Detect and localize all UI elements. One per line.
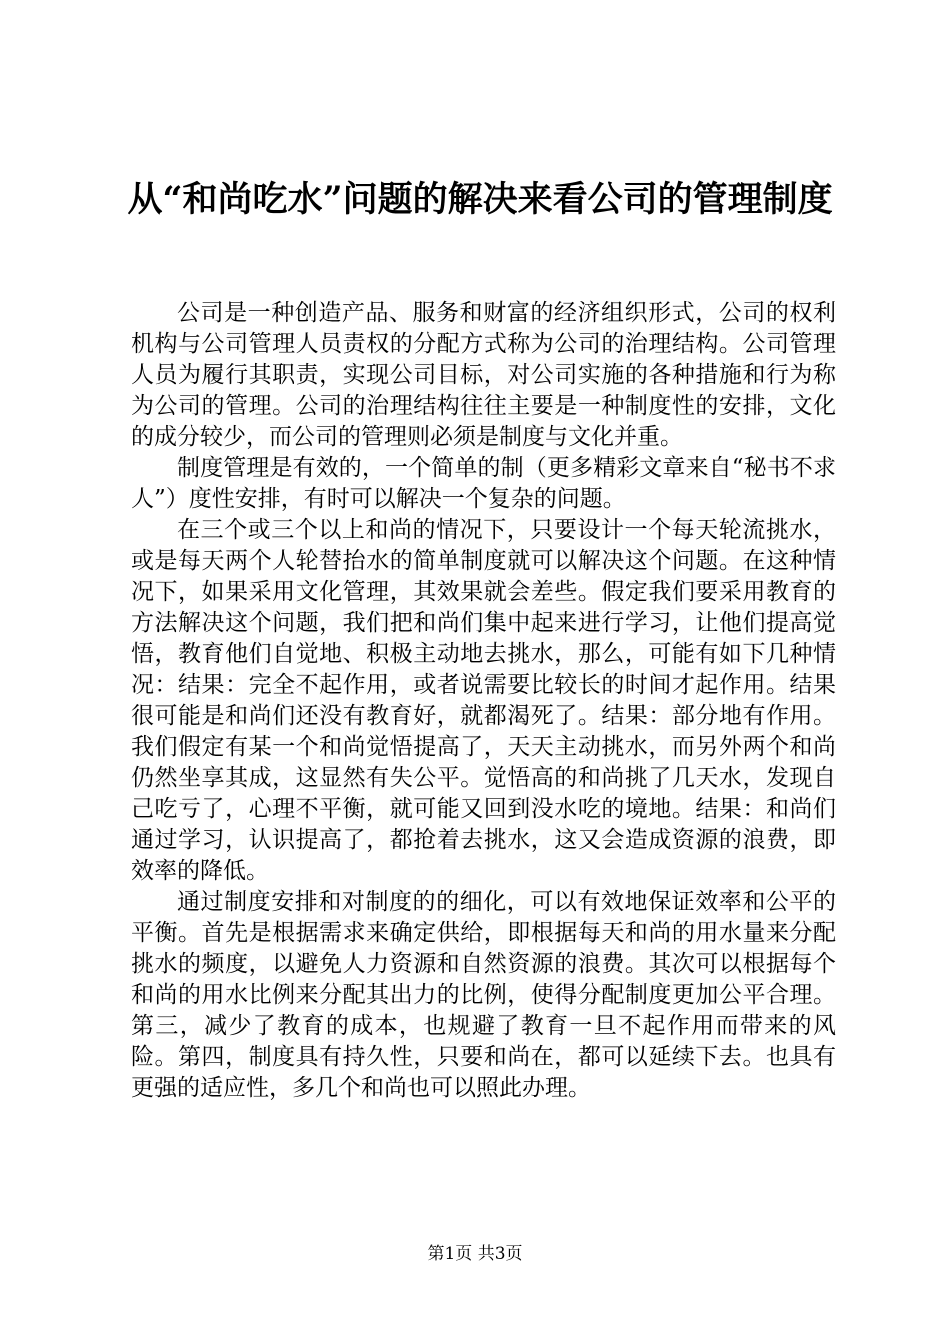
paragraph: 通过制度安排和对制度的的细化，可以有效地保证效率和公平的平衡。首先是根据需求来确定供给，即根据每天和尚的用水量来分配挑水的频度，以避免人力资源和自然资源的浪费。其次可以根据每个和尚的用水比例来分配其出力的比例，使得分配制度更加公平合理。第三，减少了教育的成本，也规避了教育一旦不起作用而带来的风险。第四，制度具有持久性，只要和尚在，都可以延续下去。也具有更强的适应性，多几个和尚也可以照此办理。 [131, 889, 836, 1101]
page-footer: 第1页 共3页 [427, 1244, 523, 1264]
paragraph: 制度管理是有效的，一个简单的制（更多精彩文章来自“秘书不求人”）度性安排，有时可以解决一个复杂的问题。 [131, 455, 836, 512]
document-title: 从“和尚吃水”问题的解决来看公司的管理制度 [127, 179, 833, 220]
paragraph: 公司是一种创造产品、服务和财富的经济组织形式，公司的权利机构与公司管理人员责权的分配方式称为公司的治理结构。公司管理人员为履行其职责，实现公司目标，对公司实施的各种措施和行为称为公司的管理。公司的治理结构往往主要是一种制度性的安排，文化的成分较少，而公司的管理则必须是制度与文化并重。 [131, 300, 836, 450]
document-body [131, 298, 836, 1104]
paragraph: 在三个或三个以上和尚的情况下，只要设计一个每天轮流挑水，或是每天两个人轮替抬水的简单制度就可以解决这个问题。在这种情况下，如果采用文化管理，其效果就会差些。假定我们要采用教育的方法解决这个问题，我们把和尚们集中起来进行学习，让他们提高觉悟，教育他们自觉地、积极主动地去挑水，那么，可能有如下几种情况：结果：完全不起作用，或者说需要比较长的时间才起作用。结果很可能是和尚们还没有教育好，就都渴死了。结果：部分地有作用。我们假定有某一个和尚觉悟提高了，天天主动挑水，而另外两个和尚仍然坐享其成，这显然有失公平。觉悟高的和尚挑了几天水，发现自己吃亏了，心理不平衡，就可能又回到没水吃的境地。结果：和尚们通过学习，认识提高了，都抢着去挑水，这又会造成资源的浪费，即效率的降低。 [131, 517, 836, 884]
